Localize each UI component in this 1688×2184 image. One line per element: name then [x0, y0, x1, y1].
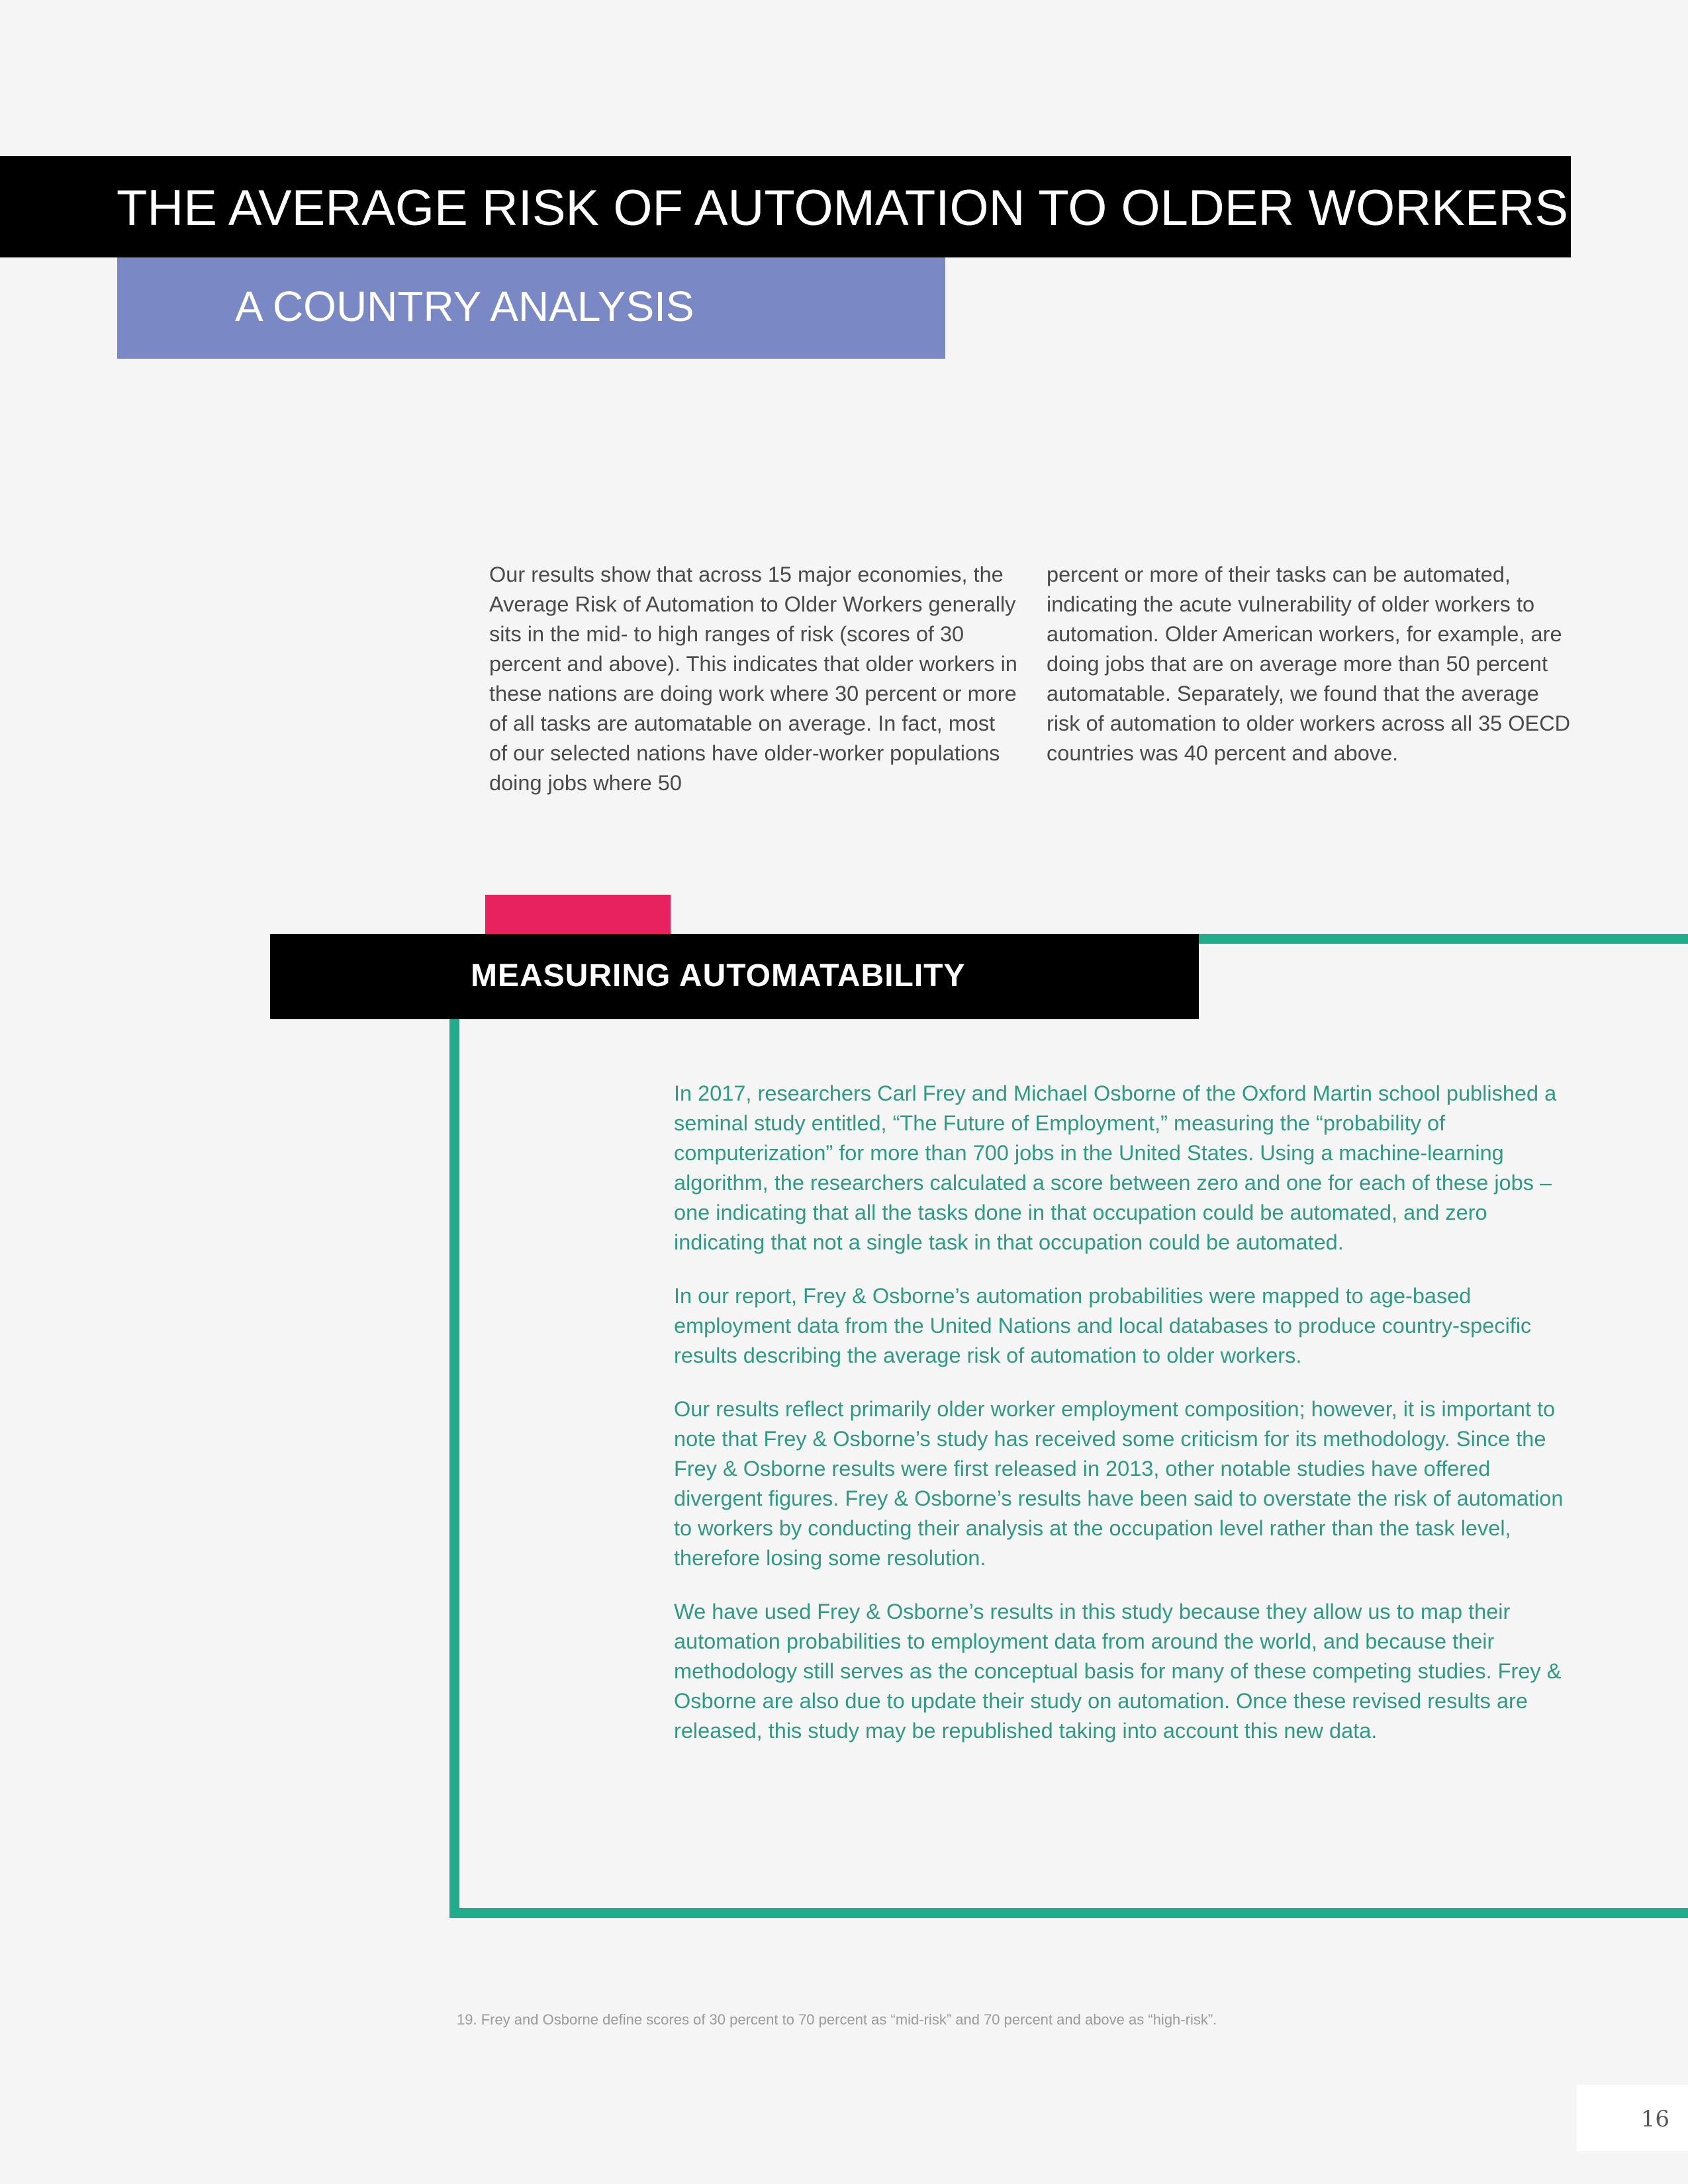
intro-right-column: percent or more of their tasks can be automated, indicating the acute vulnerability of older workers to automation. Older American workers, for example, are doing jobs that are on average more than 50 percent automatable. Separately, we found that the average risk of automation to older workers across all 35 OECD countries was 40 percent and above.: [1047, 563, 1571, 765]
page-subtitle: A COUNTRY ANALYSIS: [235, 283, 694, 330]
section-paragraph: Our results reflect primarily older worker employment composition; however, it is important to note that Frey & Osborne’s study has received some criticism for its methodology. Since the Frey & Osborne results were first released in 2013, other notable studies have offered divergent figures. Frey & Osborne’s results have been said to overstate the risk of automation to workers by conducting their analysis at the occupation level rather than the task level, therefore losing some resolution.: [674, 1397, 1564, 1570]
intro-left-column: Our results show that across 15 major economies, the Average Risk of Automation to Older Workers generally sits in the mid- to high ranges of risk (scores of 30 percent and above). This indicates that older workers in these nations are doing work where 30 percent or more of all tasks are automatable on average. In fact, most of our selected nations have older-worker populations doing jobs where 50: [489, 563, 1017, 795]
box-border-bottom: [449, 1908, 1688, 1918]
box-border-left: [449, 1018, 459, 1918]
accent-tab: [485, 895, 671, 934]
page-title: THE AVERAGE RISK OF AUTOMATION TO OLDER WORKERS: [117, 180, 1569, 236]
box-border-top: [1198, 934, 1688, 944]
section-title: MEASURING AUTOMATABILITY: [471, 958, 966, 993]
section-body: [674, 1079, 1574, 1770]
footnote: 19. Frey and Osborne define scores of 30 percent to 70 percent as “mid-risk” and 70 percent and above as “high-risk”.: [457, 2011, 1217, 2028]
section-paragraph: In 2017, researchers Carl Frey and Michael Osborne of the Oxford Martin school published a seminal study entitled, “The Future of Employment,” measuring the “probability of computerization” for more than 700 jobs in the United States. Using a machine-learning algorithm, the researchers calculated a score between zero and one for each of these jobs – one indicating that all the tasks done in that occupation could be automated, and zero indicating that not a single task in that occupation could be automated.: [674, 1081, 1557, 1254]
page-number: 16: [1640, 2106, 1669, 2132]
section-paragraph: We have used Frey & Osborne’s results in this study because they allow us to map their automation probabilities to employment data from around the world, and because their methodology still serves as the conceptual basis for many of these competing studies. Frey & Osborne are also due to update their study on automation. Once these revised results are released, this study may be republished taking into account this new data.: [674, 1600, 1562, 1743]
section-paragraph: In our report, Frey & Osborne’s automation probabilities were mapped to age-based employment data from the United Nations and local databases to produce country-specific results describing the average risk of automation to older workers.: [674, 1284, 1532, 1367]
